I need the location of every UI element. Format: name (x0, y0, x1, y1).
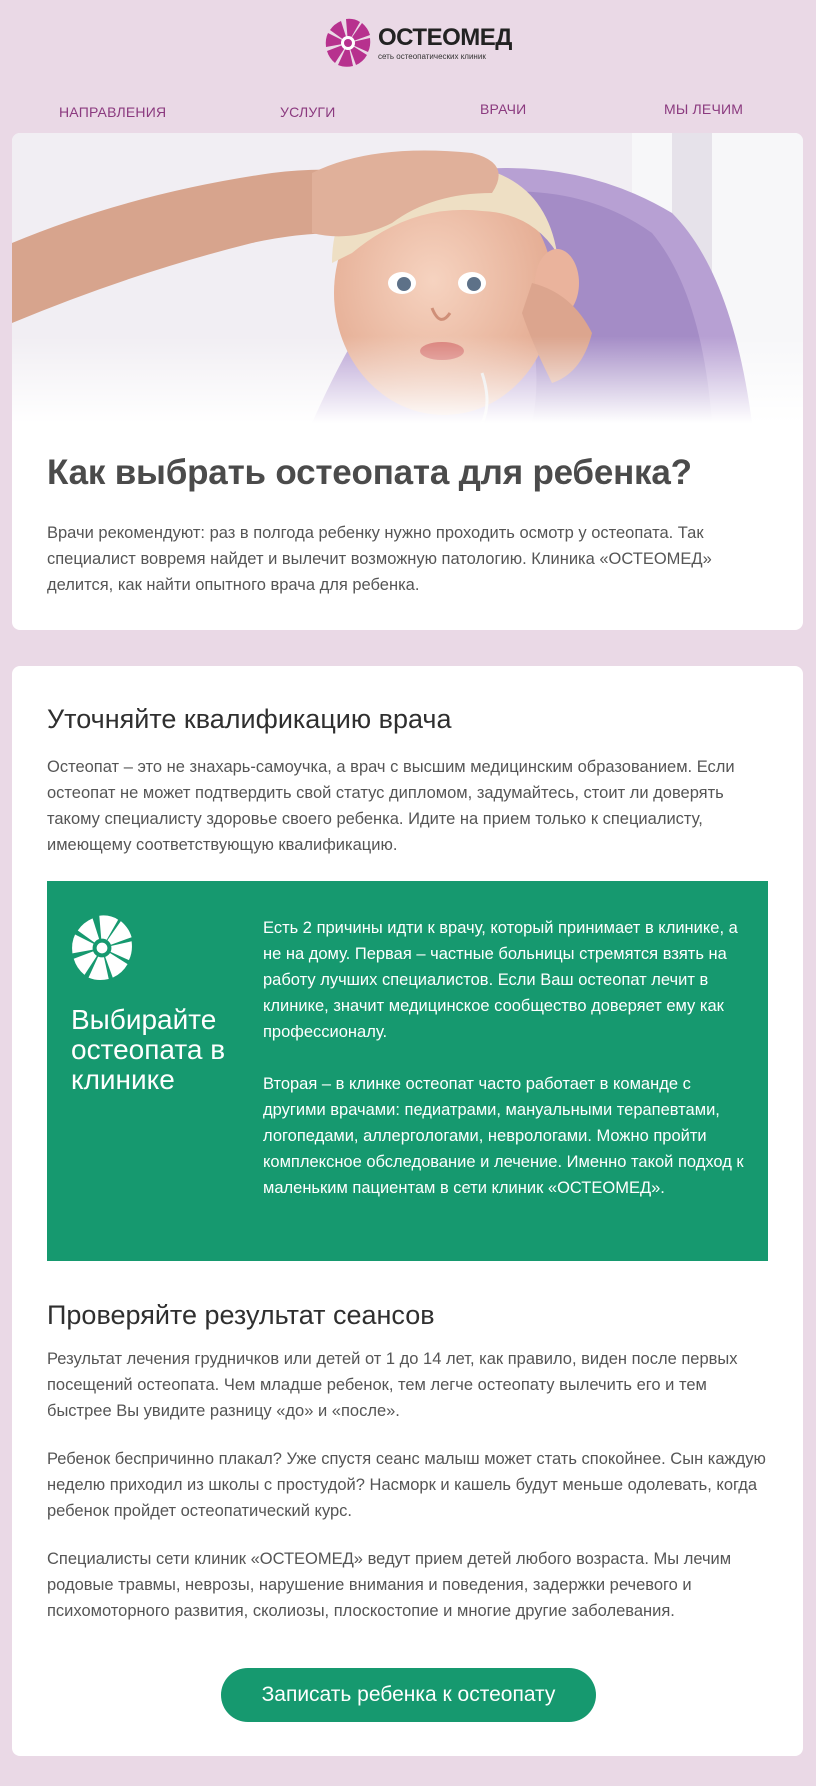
callout-block (47, 881, 768, 1261)
brand-tagline: сеть остеопатических клиник (378, 51, 486, 61)
nav-item-directions[interactable]: НАПРАВЛЕНИЯ (59, 104, 167, 120)
callout-paragraph-2: Вторая – в клинке остеопат часто работает в команде с другими врачами: педиатрами, мануальными терапевтами, логопедами, аллергологами, неврологами. Можно пройти комплексное обследование и лечение. Именно такой подход к маленьким пациентам в сети клиник «ОСТЕОМЕД». (263, 1075, 744, 1197)
nav-item-services[interactable]: УСЛУГИ (280, 104, 336, 120)
hero-card (12, 133, 803, 630)
book-child-appointment-button[interactable]: Записать ребенка к остеопату (221, 1668, 596, 1722)
article-lead: Врачи рекомендуют: раз в полгода ребенку нужно проходить осмотр у остеопата. Так специалист вовремя найдет и вылечит возможную патологию. Клиника «ОСТЕОМЕД» делится, как найти опытного врача для ребенка. (47, 524, 712, 594)
brand-logo[interactable] (324, 16, 512, 70)
callout-paragraph-1: Есть 2 причины идти к врачу, который принимает в клинике, а не на дому. Первая – частные больницы стремятся взять на работу лучших специалистов. Если Ваш остеопат лечит в клинике, значит медицинское сообщество доверяет ему как профессионалу. (263, 919, 738, 1041)
section-text-results-2: Ребенок беспричинно плакал? Уже спустя сеанс малыш может стать спокойнее. Сын каждую неделю приходил из школы с простудой? Насморк и кашель будут меньше одолевать, когда ребенок пройдет остеопатический курс. (47, 1450, 766, 1520)
nav-item-doctors[interactable]: ВРАЧИ (480, 101, 527, 117)
section-text-results-3: Специалисты сети клиник «ОСТЕОМЕД» ведут прием детей любого возраста. Мы лечим родовые травмы, неврозы, нарушение внимания и поведения, задержки речевого и психомоторного развития, сколиозы, плоскостопие и многие другие заболевания. (47, 1550, 732, 1620)
header (0, 0, 816, 132)
spiral-shell-icon (324, 17, 372, 69)
section-title-qualification: Уточняйте квалификацию врача (47, 704, 452, 734)
spiral-shell-icon (69, 913, 135, 983)
section-text-results-1: Результат лечения грудничков или детей от 1 до 14 лет, как правило, виден после первых посещений остеопата. Чем младше ребенок, тем легче остеопату вылечить его и тем быстрее Вы увидите разницу «до» и «после». (47, 1350, 738, 1420)
brand-text (378, 25, 512, 62)
nav-item-we-treat[interactable]: МЫ ЛЕЧИМ (664, 101, 744, 117)
article-body-card (12, 666, 803, 1756)
callout-title: Выбирайте остеопата в клинике (71, 1004, 226, 1095)
callout-text (263, 915, 748, 1201)
section-text-qualification: Остеопат – это не знахарь-самоучка, а врач с высшим медицинским образованием. Если остеопат не может подтвердить свой статус дипломом, задумайтесь, стоит ли доверять такому специалисту здоровье своего ребенка. Идите на прием только к специалисту, имеющему соответствующую квалификацию. (47, 758, 735, 854)
section-title-results: Проверяйте результат сеансов (47, 1300, 435, 1330)
child-with-doctor-photo (12, 133, 803, 423)
brand-name: ОСТЕОМЕД (378, 23, 512, 51)
article-title: Как выбрать остеопата для ребенка? (47, 453, 692, 492)
